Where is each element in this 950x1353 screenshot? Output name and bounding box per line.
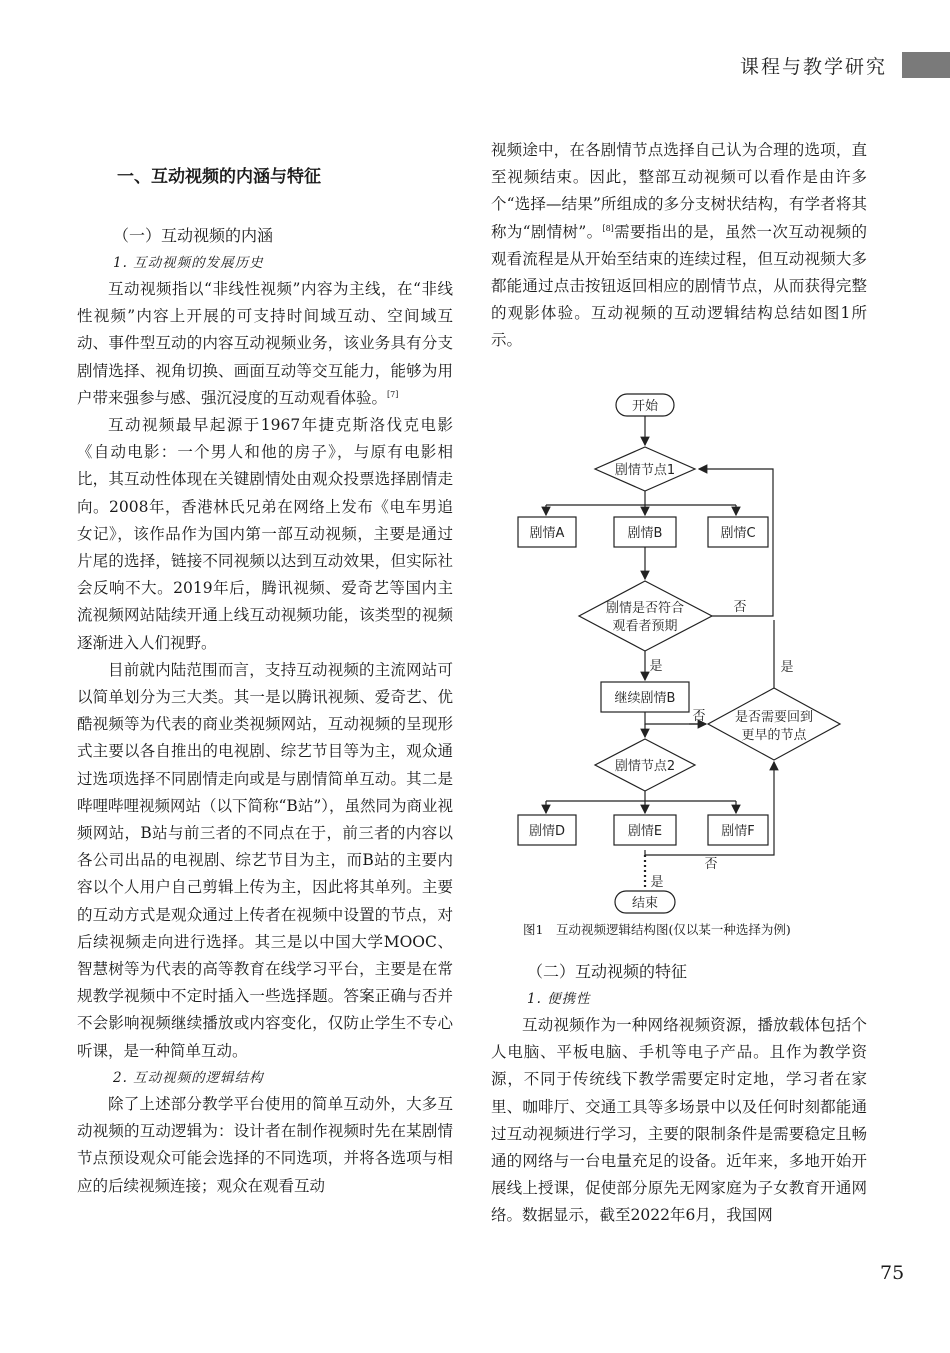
subsection-title: （二）互动视频的特征 bbox=[527, 962, 688, 981]
yes-label-3: 是 bbox=[650, 875, 664, 890]
citation-ref: [7] bbox=[387, 389, 399, 399]
decision1-label-1: 剧情是否符合 bbox=[605, 601, 685, 616]
header-accent-bar bbox=[902, 52, 950, 78]
paragraph-continued: 视频途中，在各剧情节点选择自己认为合理的选项，直至视频结束。因此，整部互动视频可以看作是由许多个“选择—结果”所组成的多分支树状结构，有学者将其称为“剧情树”。[8]需要指出的是，虽然一次互动视频的观看流程是从开始至结束的连续过程，但互动视频大多都能通过点击按钮返回相应的剧情节点，从而获得完整的观影体验。互动视频的互动逻辑结构总结如图1所示。 bbox=[491, 141, 867, 350]
right-column-top bbox=[491, 137, 867, 355]
subsection-title: （一）互动视频的内涵 bbox=[113, 226, 274, 245]
plot-b-label: 剧情B bbox=[627, 526, 663, 541]
section-title: 一、互动视频的内涵与特征 bbox=[117, 167, 321, 187]
end-label: 结束 bbox=[631, 896, 659, 911]
right-column-bottom bbox=[491, 958, 867, 1230]
no-label-2: 否 bbox=[692, 709, 706, 724]
start-label: 开始 bbox=[631, 399, 659, 414]
sub-subsection-title: 1. 互动视频的发展历史 bbox=[113, 255, 264, 271]
page-header bbox=[730, 52, 950, 80]
plot-c-label: 剧情C bbox=[720, 526, 756, 541]
journal-section-title: 课程与教学研究 bbox=[740, 56, 888, 78]
plot-f-label: 剧情F bbox=[721, 824, 755, 839]
paragraph: 目前就内陆范围而言，支持互动视频的主流网站可以简单划分为三大类。其一是以腾讯视频、爱奇艺、优酷视频等为代表的商业类视频网站，互动视频的呈现形式主要以各自推出的电视剧、综艺节目等为主，观众通过选项选择不同剧情走向或是与剧情简单互动。其二是哔哩哔哩视频网站（以下简称“B站”），虽然同为商业视频网站，B站与前三者的不同点在于，前三者的内容以各公司出品的电视剧、综艺节目为主，而B站的主要内容以个人用户自己剪辑上传为主，因此将其单列。主要的互动方式是观众通过上传者在视频中设置的节点，对后续视频走向进行选择。其三是以中国大学MOOC、智慧树等为代表的高等教育在线学习平台，主要是在常规教学视频中不定时插入一些选择题。答案正确与否并不会影响视频继续播放或内容变化，仅防止学生不专心听课，是一种简单互动。 bbox=[77, 660, 453, 1060]
figure-caption: 图1 互动视频逻辑结构图(仅以某一种选择为例) bbox=[523, 922, 791, 937]
decision2-label-1: 是否需要回到 bbox=[734, 710, 814, 725]
sub-subsection-title: 2. 互动视频的逻辑结构 bbox=[113, 1069, 264, 1086]
paragraph: 互动视频最早起源于1967年捷克斯洛伐克电影《自动电影：一个男人和他的房子》，与原有电影相比，其互动性体现在关键剧情处由观众投票选择剧情走向。2008年，香港林氏兄弟在网络上发布《电车男追女记》，该作品作为国内第一部互动视频，主要是通过片尾的选择，链接不同视频以达到互动效果，但实际社会反响不大。2019年后，腾讯视频、爱奇艺等国内主流视频网站陆续开通上线互动视频功能，该类型的视频逐渐进入人们视野。 bbox=[77, 416, 453, 652]
continue-b-label: 继续剧情B bbox=[614, 691, 676, 706]
page-number: 75 bbox=[880, 1262, 905, 1284]
paragraph: 互动视频作为一种网络视频资源，播放载体包括个人电脑、平板电脑、手机等电子产品。且作为教学资源，不同于传统线下教学需要定时定地，学习者在家里、咖啡厅、交通工具等多场景中以及任何时刻都能通过互动视频进行学习，主要的限制条件是需要稳定且畅通的网络与一台电量充足的设备。近年来，多地开始开展线上授课，促使部分原先无网家庭为子女教育开通网络。数据显示，截至2022年6月，我国网 bbox=[491, 1016, 867, 1225]
no-label-1: 否 bbox=[733, 600, 747, 615]
plot-e-label: 剧情E bbox=[627, 824, 663, 839]
flowchart-figure bbox=[491, 385, 867, 945]
decision1-label-2: 观看者预期 bbox=[612, 619, 678, 634]
plot-a-label: 剧情A bbox=[529, 526, 565, 541]
citation-ref: [8] bbox=[602, 223, 614, 233]
plot-d-label: 剧情D bbox=[528, 824, 566, 839]
yes-label-2: 是 bbox=[780, 660, 794, 675]
decision2-label-2: 更早的节点 bbox=[741, 728, 807, 743]
flowchart-svg bbox=[491, 385, 867, 915]
paragraph: 除了上述部分教学平台使用的简单互动外，大多互动视频的互动逻辑为：设计者在制作视频时先在某剧情节点预设观众可能会选择的不同选项，并将各选项与相应的后续视频连接；观众在观看互动 bbox=[77, 1094, 453, 1195]
yes-label-1: 是 bbox=[649, 659, 663, 674]
decision1-diamond bbox=[579, 581, 712, 651]
sub-subsection-title: 1. 便携性 bbox=[527, 991, 591, 1007]
node2-label: 剧情节点2 bbox=[614, 759, 676, 774]
node1-label: 剧情节点1 bbox=[614, 463, 676, 478]
paragraph: 互动视频指以“非线性视频”内容为主线，在“非线性视频”内容上开展的可支持时间域互动、空间域互动、事件型互动的内容互动视频业务，该业务具有分支剧情选择、视角切换、画面互动等交互能力，能够为用户带来强参与感、强沉浸度的互动观看体验。[7] bbox=[77, 280, 453, 407]
no-label-3: 否 bbox=[704, 857, 718, 872]
left-column bbox=[77, 160, 453, 1200]
